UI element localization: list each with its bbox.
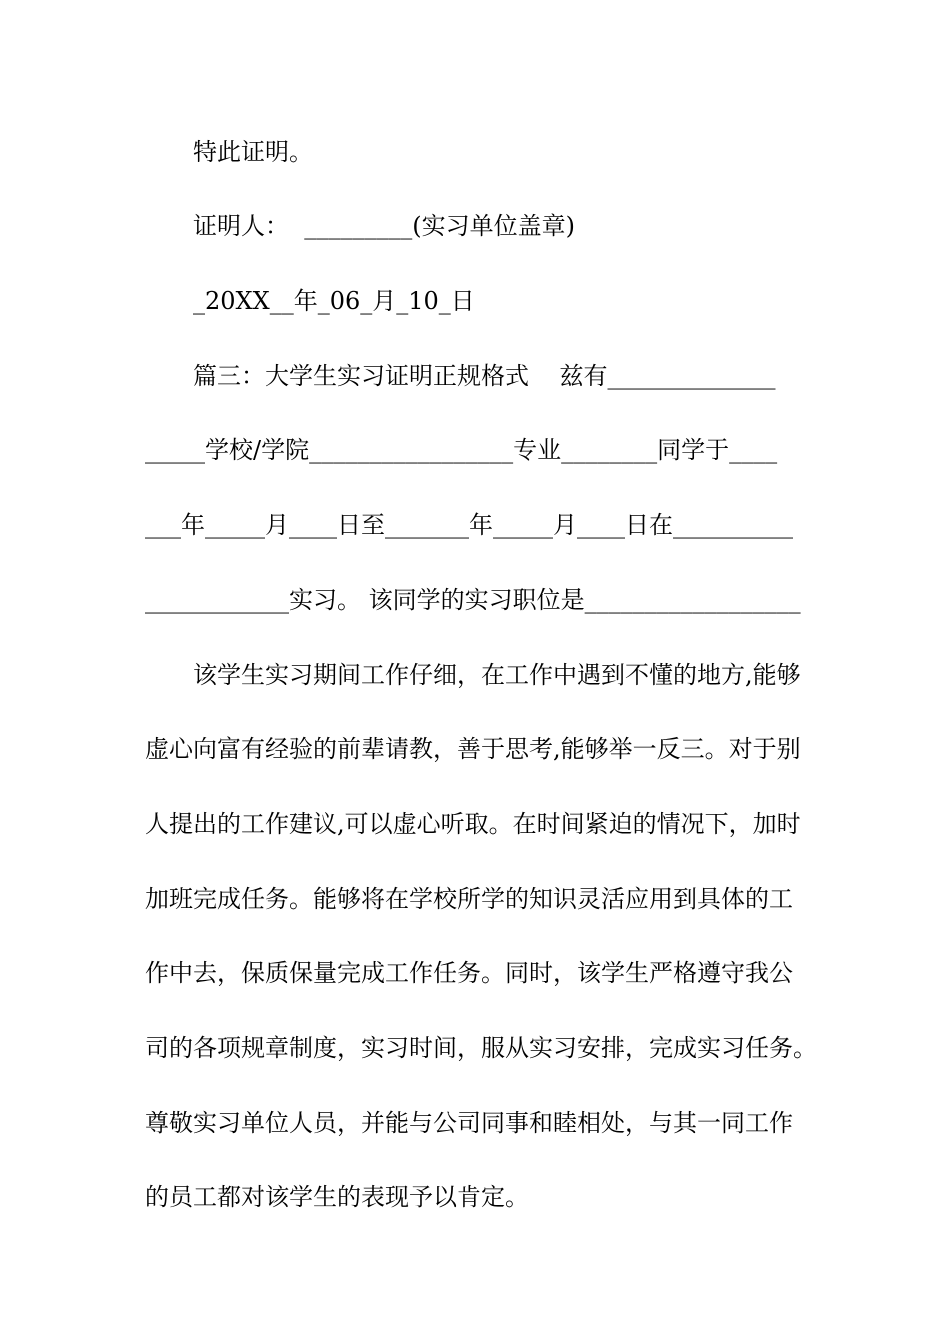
text-line: 该学生实习期间工作仔细，在工作中遇到不懂的地方,能够 <box>193 661 801 689</box>
text-line: 特此证明。 <box>193 138 313 166</box>
text-line: 司的各项规章制度，实习时间，服从实习安排，完成实习任务。 <box>145 1034 817 1062</box>
text-line: 证明人： _________(实习单位盖章) <box>193 212 575 240</box>
section-heading-line: 篇三：大学生实习证明正规格式 兹有______________ <box>193 362 776 390</box>
text-line: 虚心向富有经验的前辈请教，善于思考,能够举一反三。对于别 <box>145 735 801 763</box>
text-line: 人提出的工作建议,可以虚心听取。在时间紧迫的情况下，加时 <box>145 810 801 838</box>
text-line: ___年_____月____日至_______年_____月____日在__________ <box>145 511 793 539</box>
text-line: 加班完成任务。能够将在学校所学的知识灵活应用到具体的工 <box>145 885 793 913</box>
text-line: 尊敬实习单位人员，并能与公司同事和睦相处，与其一同工作 <box>145 1109 793 1137</box>
text-line: _____学校/学院_________________专业________同学于____ <box>145 436 778 464</box>
text-line: 作中去，保质保量完成工作任务。同时，该学生严格遵守我公 <box>145 959 793 987</box>
text-line: 的员工都对该学生的表现予以肯定。 <box>145 1183 529 1211</box>
text-line: ____________实习。 该同学的实习职位是__________________ <box>145 586 801 614</box>
text-line: _20XX__年_06_月_10_日 <box>193 287 475 315</box>
